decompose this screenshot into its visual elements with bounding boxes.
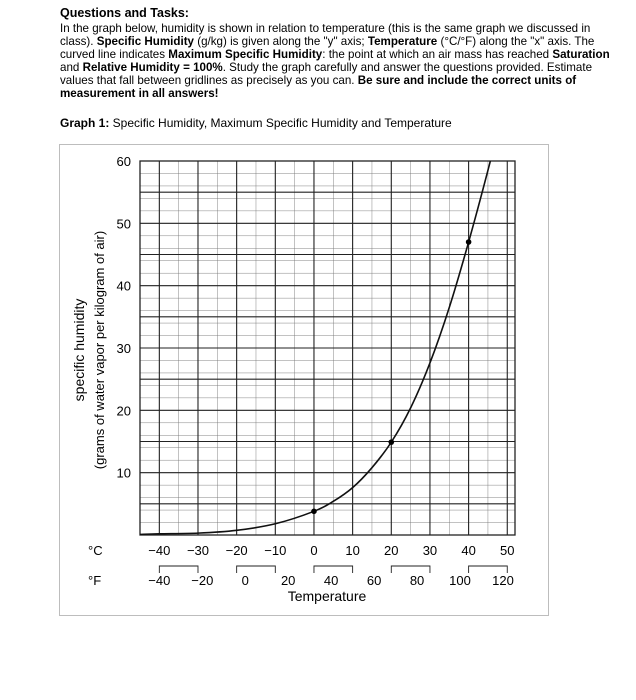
y-tick-label: 30 — [116, 341, 131, 356]
x-tick-label-celsius: −20 — [225, 543, 248, 558]
x-tick-label-fahrenheit: 20 — [280, 573, 296, 588]
graph-title-label: Graph 1: — [60, 116, 110, 130]
intro-run: Maximum Specific Humidity — [168, 48, 323, 61]
intro-run: Saturation — [552, 48, 610, 61]
x-tick-label-celsius: 10 — [345, 543, 360, 558]
max-specific-humidity-curve — [140, 92, 507, 534]
x-tick-label-celsius: −30 — [186, 543, 210, 558]
intro-run: Temperature — [367, 35, 438, 48]
x-tick-label-fahrenheit: 120 — [492, 573, 514, 588]
y-tick-label: 20 — [116, 403, 131, 419]
x-tick-label-celsius: 40 — [461, 543, 476, 558]
x-tick-label-fahrenheit: 100 — [449, 573, 471, 588]
x-tick-label-fahrenheit: 40 — [323, 573, 339, 588]
x-tick-label-fahrenheit: 60 — [366, 573, 382, 588]
intro-run: Relative Humidity = 100% — [82, 61, 223, 74]
x-tick-label-fahrenheit: 0 — [241, 573, 249, 588]
section-heading: Questions and Tasks: — [60, 6, 189, 20]
x-tick-label-celsius: 0 — [310, 543, 318, 558]
x-tick-label-celsius: 20 — [384, 543, 399, 558]
intro-run: Be sure and include the correct units of measurement in all answers! — [60, 74, 577, 100]
graph-title-text: Specific Humidity, Maximum Specific Humidity and Temperature — [109, 116, 452, 130]
x-tick-label-fahrenheit: 80 — [409, 573, 425, 588]
y-axis-label-units: (grams of water vapor per kilogram of air) — [92, 230, 107, 470]
x-tick-label-celsius: 30 — [422, 543, 438, 558]
intro-run: and — [60, 61, 83, 74]
intro-run: (°C/°F) along the "x" axis. The curved line indicates — [60, 35, 595, 61]
x-tick-label-fahrenheit: −40 — [148, 573, 171, 588]
scale-bracket — [391, 566, 430, 573]
y-tick-label: 40 — [116, 278, 131, 294]
intro-run: Specific Humidity — [96, 35, 194, 48]
y-tick-label: 50 — [116, 216, 131, 232]
intro-run: In the graph below, humidity is shown in relation to temperature (this is the same graph we discussed in class). — [60, 22, 591, 48]
scale-bracket — [159, 566, 198, 573]
y-axis-label: specific humidity — [71, 298, 87, 402]
celsius-unit: °C — [88, 543, 103, 558]
y-tick-label: 10 — [116, 465, 131, 481]
scale-bracket — [469, 566, 508, 573]
scale-bracket — [237, 566, 276, 573]
fahrenheit-unit: °F — [88, 573, 102, 588]
intro-run: (g/kg) is given along the "y" axis; — [194, 35, 368, 48]
x-tick-label-celsius: −40 — [148, 543, 171, 558]
intro-run: . Study the graph carefully and answer the questions provided. Estimate values that fall between gridlines as precisely as you can. — [60, 61, 593, 87]
x-tick-label-celsius: 50 — [500, 543, 515, 558]
x-axis-label: Temperature — [287, 588, 367, 604]
data-point — [388, 439, 394, 445]
scale-bracket — [314, 566, 353, 573]
data-point — [466, 239, 472, 245]
x-tick-label-fahrenheit: −20 — [191, 573, 214, 588]
intro-run: : the point at which an air mass has reached — [322, 48, 553, 61]
y-tick-label: 60 — [116, 154, 131, 169]
x-tick-label-celsius: −10 — [264, 543, 287, 558]
data-point — [311, 509, 317, 515]
